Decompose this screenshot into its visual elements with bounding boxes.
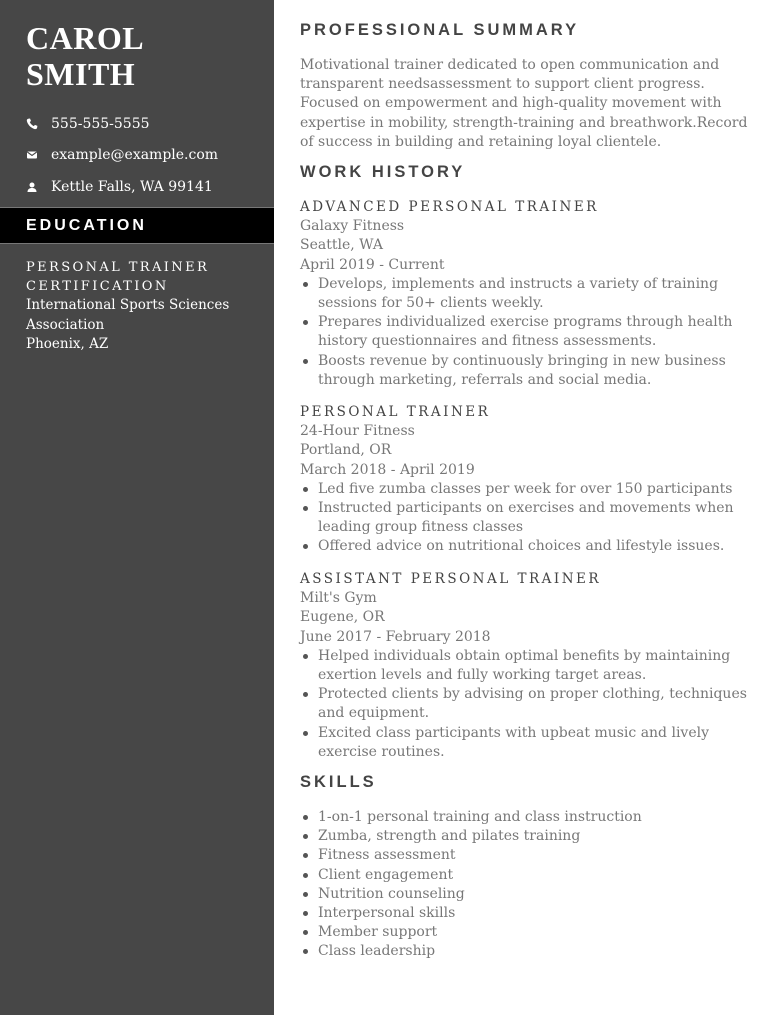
first-name: CAROL xyxy=(26,20,145,56)
job-dates: June 2017 - February 2018 xyxy=(300,628,491,645)
job-location: Portland, OR xyxy=(300,442,392,459)
skill-item: Member support xyxy=(318,923,760,942)
user-icon xyxy=(26,181,38,193)
job-title: ADVANCED PERSONAL TRAINER xyxy=(300,199,599,215)
degree-line-2: CERTIFICATION xyxy=(26,279,169,295)
job-dates: April 2019 - Current xyxy=(300,256,445,273)
job-bullet: Offered advice on nutritional choices and lifestyle issues. xyxy=(318,537,762,556)
summary-heading: PROFESSIONAL SUMMARY xyxy=(300,21,580,39)
skill-item: 1-on-1 personal training and class instruction xyxy=(318,808,760,827)
skills-list xyxy=(300,808,760,962)
job-company: Milt's Gym xyxy=(300,590,377,607)
skill-item: Nutrition counseling xyxy=(318,885,760,904)
last-name: SMITH xyxy=(26,56,136,92)
job-bullets xyxy=(300,647,762,762)
job-location: Seattle, WA xyxy=(300,237,383,254)
job-bullet: Boosts revenue by continuously bringing in new business through marketing, referrals and social media. xyxy=(318,352,762,390)
job-company: Galaxy Fitness xyxy=(300,218,405,235)
job-bullet: Led five zumba classes per week for over 150 participants xyxy=(318,480,762,499)
job-bullet: Prepares individualized exercise programs through health history questionnaires and fitness assessments. xyxy=(318,313,762,351)
job-bullet: Instructed participants on exercises and movements when leading group fitness classes xyxy=(318,499,762,537)
sidebar xyxy=(0,0,274,1015)
email-text: example@example.com xyxy=(51,147,219,164)
education-entry xyxy=(26,258,261,354)
contact-info xyxy=(26,108,266,203)
school-line-1: International Sports Sciences xyxy=(26,297,230,314)
education-heading: EDUCATION xyxy=(26,217,147,234)
job-bullets xyxy=(300,480,762,557)
contact-address xyxy=(26,171,266,203)
skill-item: Interpersonal skills xyxy=(318,904,760,923)
skill-item: Fitness assessment xyxy=(318,846,760,865)
job-dates: March 2018 - April 2019 xyxy=(300,461,475,478)
skills-heading: SKILLS xyxy=(300,773,377,791)
skill-item: Client engagement xyxy=(318,866,760,885)
contact-phone xyxy=(26,108,266,140)
job-title: PERSONAL TRAINER xyxy=(300,404,491,420)
degree-line-1: PERSONAL TRAINER xyxy=(26,260,210,275)
job-entry xyxy=(300,403,762,557)
summary-text: Motivational trainer dedicated to open communication and transparent needsassessment to support client progress. Focused on empowerment and high-quality movement with expertise in mobility, strength-training and breathwork.Record of success in building and retaining loyal clientele. xyxy=(300,57,748,150)
job-company: 24-Hour Fitness xyxy=(300,423,415,440)
job-title: ASSISTANT PERSONAL TRAINER xyxy=(300,571,602,587)
contact-email xyxy=(26,140,266,172)
education-header-bar xyxy=(0,207,274,244)
email-icon xyxy=(26,149,38,161)
phone-text: 555-555-5555 xyxy=(51,115,150,132)
job-bullet: Helped individuals obtain optimal benefits by maintaining exertion levels and fully working target areas. xyxy=(318,647,762,685)
skills-list-container xyxy=(300,808,760,962)
candidate-name xyxy=(26,20,144,92)
skill-item: Class leadership xyxy=(318,942,760,961)
school-location: Phoenix, AZ xyxy=(26,335,109,352)
job-entry xyxy=(300,570,762,762)
skill-item: Zumba, strength and pilates training xyxy=(318,827,760,846)
phone-icon xyxy=(26,118,38,130)
job-entry xyxy=(300,198,762,390)
school-line-2: Association xyxy=(26,316,105,333)
job-bullet: Excited class participants with upbeat music and lively exercise routines. xyxy=(318,724,762,762)
job-bullets xyxy=(300,275,762,390)
work-history-heading: WORK HISTORY xyxy=(300,163,466,181)
address-text: Kettle Falls, WA 99141 xyxy=(51,178,213,195)
job-location: Eugene, OR xyxy=(300,609,385,626)
job-bullet: Develops, implements and instructs a variety of training sessions for 50+ clients weekly. xyxy=(318,275,762,313)
job-bullet: Protected clients by advising on proper clothing, techniques and equipment. xyxy=(318,685,762,723)
